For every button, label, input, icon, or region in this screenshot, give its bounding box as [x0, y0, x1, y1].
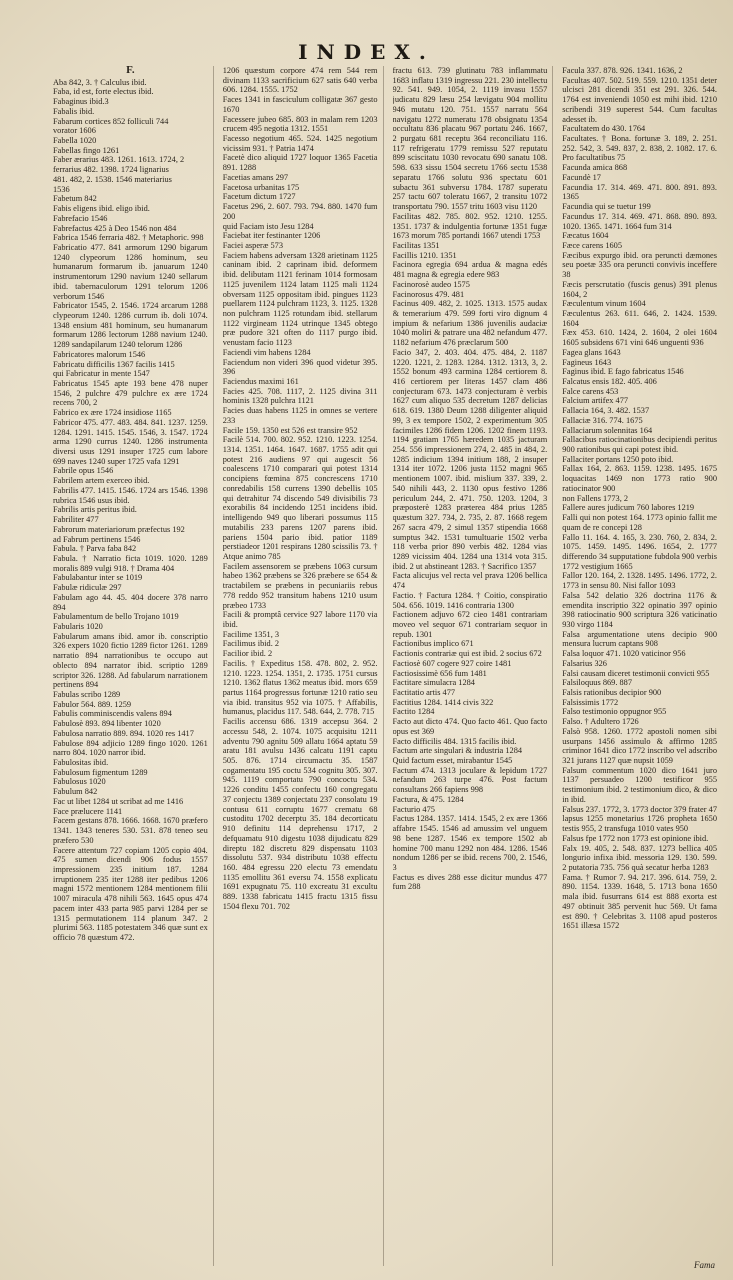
index-entry: Faciendum non videri 396 quod videtur 395. 396	[222, 357, 378, 377]
index-entry: Fallax 164, 2. 863. 1159. 1238. 1495. 1675 loquacitas 1469 non 1773 ratio 900 ratiocinator 900	[562, 464, 717, 493]
index-entry: Fallaciæ 316. 774. 1675	[562, 415, 643, 425]
index-entry: Fabulabantur inter se 1019	[53, 573, 143, 583]
index-entry: Fabulosum figmentum 1289	[53, 767, 148, 777]
index-entry: Fabrica 1546 ferraria 482. † Metaphoric. 998	[53, 233, 204, 243]
index-entry: 481. 482, 2. 1538. 1546 materiarius	[53, 174, 172, 184]
index-entry: Falso. † Adultero 1726	[562, 717, 639, 727]
index-entry: Fagea glans 1643	[562, 347, 621, 357]
index-entry: Fæculentus 263. 611. 646, 2. 1424. 1539. 1604	[562, 308, 717, 328]
index-entry: Fabarum cortices 852 folliculi 744	[53, 116, 169, 126]
index-entry: Falsi causam diceret testimonii convicti 955	[562, 668, 710, 678]
index-entry: Facere attentum 727 copiam 1205 copio 404. 475 sumen dicendi 906 fodus 1557 impressionem 235 initium 187. 1284 irruptionem 235 iter 1288 iter pedibus 1206 magni 1572 mentionem 1284 mentionem filii 1007 miracula 478 nihili 563. 1645 opus 474 pacem inter 433 parta 985 parvi 1284 per se 1315 permutationem 114 planum 347. 2 plurimi 563. 1185 potestatem 346 quæ sunt ex officio 78 quæstum 472.	[53, 845, 208, 942]
index-entry: Facessere jubeo 685. 803 in malam rem 1203 crucem 495 negotia 1312. 1551	[222, 114, 378, 134]
index-entry: Fabrilis artis peritus ibid.	[53, 505, 137, 515]
index-entry: Fabulose 894 adjicio 1289 fingo 1020. 1261 narro 804. 1020 narror ibid.	[53, 738, 208, 758]
index-entry: Fabricatus 1545 apte 193 bene 478 nuper 1546, 2 pulchre 479 pulchre ex ære 1724 recens 700, 2	[53, 379, 208, 408]
index-entry: Facetè dico aliquid 1727 loquor 1365 Facetia 891. 1288	[222, 153, 378, 173]
index-entry: Facetias amans 297	[222, 172, 289, 182]
index-entry: Factitatio artis 477	[392, 688, 456, 697]
section-letter: F.	[126, 66, 135, 76]
index-entry: Falso testimonio oppugnor 955	[562, 707, 667, 717]
index-entry: Fabellas fingo 1261	[53, 145, 120, 155]
index-entry: Facultatem do 430. 1764	[562, 124, 646, 134]
index-entry: Fabaginus ibid.3	[53, 97, 109, 107]
index-entry: Fallor 120. 164, 2. 1328. 1495. 1496. 1772, 2. 1773 in sensu 80. Nisi fallor 1093	[562, 571, 717, 591]
index-entry: Factum 474. 1313 jocularе & lepidum 1727 nefandum 263 turpe 476. Post factum consultans 266 fapiens 998	[392, 765, 548, 795]
index-entry: Facilis. † Expeditus 158. 478. 802, 2. 952. 1210. 1223. 1254. 1351, 2. 1735. 1751 cursus 1210. 1362 flatus 1362 meatus ibid. mors 659 partus 1164 progressus fortunæ 1210 ratio seu via ibid. transitus 952 via 1075. † Affabilis, humanus, placidus 117. 548. 644, 2. 778. 715	[222, 658, 378, 717]
index-entry: Facilem assensorem se præbens 1063 cursum habeo 1362 præbens se 326 præbere se 654 & tractabilem se præbens in pecuniariis rebus 778 reddo 952 transitum habens 1210 usum præbeo 1733	[222, 561, 378, 610]
index-entry: Factito 1284	[392, 707, 435, 717]
index-entry: Facundia 17. 314. 469. 471. 800. 891. 893. 1365	[562, 182, 717, 202]
index-entry: Fabricator 1545, 2. 1546. 1724 arcarum 1288 clypeorum 1240. 1286 currum ib. doli 1074. 1348 ensium 481 hominum, seu humanarum formarum 1286 lectorum 1288 navium 1240. 1289 sandapilarum 1240 telorum 1286	[53, 301, 208, 350]
index-entry: Facile 159. 1350 est 526 est transire 952	[222, 425, 358, 435]
index-entry: 1206 quæstum corpore 474 rem 544 rem divinam 1133 sacrificium 627 satis 640 verba 606. 1284. 1555. 1752	[222, 66, 378, 95]
index-entry: Factio. † Factura 1284. † Coitio, conspiratio 504. 656. 1019. 1416 contraria 1300	[392, 590, 548, 610]
index-entry: Faciem habens adversam 1328 arietinam 1125 caninam ibid. 2 caprinam ibid. deformem ibid. delibutam 1121 ferinam 1014 formosam 1125 juvenilem 1124 latam 1125 mali 1124 obversam 1125 oppositam ibid. pingues 1123 puellarem 1124 pulchram 1123, 3. 1125. 1328 non pulchram 1125 rotundam ibid. stellarum 1122 virgineam 1124 utrinque 1345 obtego præ pudore 321 often do 1117 purgo ibid. venustam facio 1123	[222, 250, 378, 348]
index-entry: Fabulum 842	[53, 787, 98, 797]
index-entry: Factiosè 607 cogere 927 coire 1481	[392, 658, 512, 668]
index-entry: Facesso negotium 465. 524. 1425 negotium vicissim 931. † Patria 1474	[222, 134, 378, 153]
index-entry: Facilitas 482. 785. 802. 952. 1210. 1255. 1351. 1737 & indulgentia fortunæ 1351 fugæ 1673 morum 785 portandi 1667 utendi 1753	[392, 211, 548, 241]
index-column-2	[223, 66, 384, 1266]
index-entry: Fabulosa narratio 889. 894. 1020 res 1417	[53, 728, 194, 738]
index-entry: Fæx 453. 610. 1424, 2. 1604, 2 olei 1604 1605 subsidens 671 vini 646 unguenti 936	[562, 328, 717, 348]
index-entry: Fabulæ ridiculæ 297	[53, 583, 122, 593]
index-columns	[53, 66, 717, 1266]
page-header-title: INDEX.	[298, 40, 435, 64]
index-entry: Falsa 542 delatio 326 doctrina 1176 & emendita inscriptio 322 opinatio 397 opinio 398 ratiocinatio 900 scriptura 326 vaticinatio 930 virgo 1184	[562, 590, 717, 629]
index-entry: Facilè 514. 700. 802. 952. 1210. 1223. 1254. 1314. 1351. 1464. 1647. 1687. 1755 adit qui potest 216 audiens 97 qui augescit 56 coalescens 1710 comparari qui potest 1314 concipiens fœmina 875 concrescens 1710 conredabilis 158 currens 1390 debellis 105 qui detrahitur 74 discendo 549 divisibilis 73 exorabilis 84 incidendo 1251 incidens ibid. intelligendo 949 quo liberari possumus 115 mutabilis 233 parens 1207 parens ibid. pariens 1504 pario ibid. patior 1189 perstiadeor 1201 respirans 1280 scissilis 73. † Atque animo 785	[222, 435, 378, 561]
index-entry: Faba, id est, forte electus ibid.	[53, 87, 154, 97]
index-entry: Factionem adjuvo 672 cieo 1481 contrariam moveo vel sequor 671 contrariam sequor in repub. 1301	[392, 610, 548, 639]
index-entry: 1536	[53, 184, 70, 194]
index-entry: Fabricatio 477. 841 armorum 1290 bigarum 1240 clypeorum 1286 hominum, seu humanarum formarum ib. januarum 1240 instrumentorum 1290 navium 1240 sellarum ibid. tabernaculorum 1291 telorum 1206 verborum 1546	[53, 242, 208, 301]
index-entry: Facultas 407. 502. 519. 559. 1210. 1351 deter ulcisci 281 dicendi 351 est 291. 326. 544. 1764 est inveniendi 1050 est mihi ibid. 1210 scribendi 319 superest 544. Cum facultas adesset ib.	[562, 75, 717, 124]
index-entry: Fabrilem artem exerceo ibid.	[53, 476, 150, 486]
index-entry: Facinus 409. 482, 2. 1025. 1313. 1575 audax & temerarium 479. 599 forti viro dignum 4 impium & nefarium 1386 juvenilis audaciæ 1040 moliri & patrare una 482 nefandum 477. 1182 nefarium 476 præclarum 500	[392, 299, 548, 348]
index-entry: Aba 842, 3. † Calculus ibid.	[53, 77, 147, 87]
index-entry: Fæculentum vinum 1604	[562, 299, 646, 309]
index-entry: Fallaciter portans 1250 poto ibid.	[562, 454, 674, 464]
index-entry: Fabularis 1020	[53, 621, 103, 631]
index-entry: Fabalis ibid.	[53, 106, 95, 116]
index-entry: Fallo 11. 164. 4. 165, 3. 230. 760, 2. 834, 2. 1075. 1459. 1495. 1496. 1654, 2. 1777 differendo 34 supputatione fubdola 900 verbis 1772 vestigium 1665	[562, 532, 717, 571]
index-entry: Fæcis perscrutatio (fuscis genus) 391 plenus 1604, 2	[562, 279, 717, 299]
index-entry: Facetosa urbanitas 175	[222, 182, 300, 192]
index-entry: Faciei asperæ 573	[222, 240, 283, 250]
index-entry: Falsa argumentatione utens decipio 900 mensura lucrum captans 908	[562, 629, 717, 649]
index-entry: Facinorosè audeo 1575	[392, 279, 470, 289]
index-entry: Fabrile opus 1546	[53, 466, 114, 476]
index-entry: Faciendus maximi 161	[222, 377, 299, 386]
index-entry: Fæce carens 1605	[562, 240, 623, 250]
index-entry: Fallaciarum solennitas 164	[562, 425, 653, 435]
index-entry: Facetus 296, 2. 607. 793. 794. 880. 1470 fum 200	[222, 202, 378, 221]
index-entry: Facies 425. 708. 1117, 2. 1125 divina 311 hominis 1328 pulchra 1121	[222, 386, 378, 406]
index-entry: Faces 1341 in fasciculum colligatæ 367 gesto 1670	[222, 95, 378, 114]
index-entry: Fallacibus ratiocinationibus decipiendi peritus 900 rationibus qui capi potest ibid.	[562, 435, 717, 455]
index-entry: Falsa loquor 471. 1020 vaticinor 956	[562, 649, 686, 659]
index-entry: Facilis accensu 686. 1319 accepsu 364. 2 accessu 548, 2. 1074. 1075 acquisitu 1211 adventu 790 agnitu 509 allatu 1664 aptatu 59 aratu 181 avulsu 1436 calcatu 1191 captu 505. 876. 1714 circumactu 35. 1587 cogamentatu 195 coctu 534 cognitu 305. 307. 945. 1119 comportatu 790 concoctu 534. 1226 conditu 1455 confectu 160 congregatu 37 conjectu 1389 conjectatu 237 consolatu 19 contusu 611 corruptu 1677 crematu 68 custoditu 1702 decerptu 35. 184 decorticatu 910 definitu 114 deprehensu 1717, 2 defquamatu 910 digestu 1038 dijudicatu 829 direptu 182 discretu 829 dispensatu 1103 dissolutu 537. 934 distributu 1038 effectu 160. 484 egressu 220 electu 73 emendatu 1135 emollitu 361 eversu 74. 1558 explicatu 1691 expugnatu 75. 110 excreatu 31 excultu 889. 1338 fabricatu 1415 fractu 1315 fissu 1504 flexu 701. 702	[222, 717, 378, 911]
index-entry: Facinorosus 479. 481	[392, 289, 465, 299]
index-entry: Falsum commentum 1020 dico 1641 juro 1137 persuadeo 1200 testificor 955 testimonium ibid. 2 testimonium dico, & dico in ibid.	[562, 765, 717, 804]
index-entry: non Fallens 1773, 2	[562, 493, 629, 503]
index-entry: Fabricor 475. 477. 483. 484. 841. 1237. 1259. 1284. 1291. 1415. 1545. 1546, 3. 1547. 1724 arma 1290 currus 1240. 1286 instrumenta diversi usus 1291 insuper 1725 cum labore 699 naves 1240 super 1725 vafa 1291	[53, 417, 208, 466]
index-entry: Fabulor 564. 889. 1259	[53, 699, 132, 709]
index-entry: Falsis rationibus decipior 900	[562, 688, 662, 697]
index-entry: Fabricatores malorum 1546	[53, 349, 146, 359]
index-entry: Fallacia 164, 3. 482. 1537	[562, 406, 650, 416]
index-entry: Facilimus ibid. 2	[222, 639, 280, 649]
index-entry: Fæcatus 1604	[562, 231, 609, 241]
index-entry: Falcium artifex 477	[562, 396, 629, 406]
index-entry: fractu 613. 739 glutinatu 783 inflammatu 1683 inflatu 1319 ingressu 221. 230 intellectu 92. 541. 949. 1054, 2. 1119 invasu 1557 judicatu 829 læsu 254 lævigatu 904 mollitu 946 mutatu 120. 751. 1557 narratu 564 navigatu 1272 numeratu 178 obsignatu 1354 occultatu 836 placatu 967 portatu 246. 1667, 2 purgatu 681 receptu 364 reconciliatu 116. 117 refrigeratu 1779 remissu 527 reputatu 899 sciscitatu 1030 revocatu 690 sanatu 108. 598. 633 sissu 1504 secretu 1766 sectu 1538 separatu 1766 solutu 936 spectatu 601 subactu 361 subversu 1784. 1787 superatu 257 tactu 607 toleratu 1667, 2 transitu 1072 transportatu 790. 1557 tritu 1603 visu 1120	[392, 66, 548, 212]
index-entry: Fabularum amans ibid. amor ib. conscriptio 326 expers 1020 fictio 1289 fictor 1261. 1289 narratio 894 narrationibus te occupo aut oblecto 894 narrator ibid. scriptio 1289 scriptor 326. 1288. Ad fabularum narrationem pertinens 894	[53, 631, 208, 690]
index-column-4	[562, 66, 717, 1266]
index-entry: Faginus ibid. E fago fabricatus 1546	[562, 367, 684, 377]
index-entry: Facunda amica 868	[562, 163, 628, 173]
index-entry: ferrarius 482. 1398. 1724 lignarius	[53, 165, 169, 175]
index-entry: Faber ærarius 483. 1261. 1613. 1724, 2	[53, 155, 185, 165]
index-entry: Falsò 958. 1260. 1772 apostoli nomen sibi usurpans 1456 assimulo & affirmo 1285 criminor 1641 dico 1772 inscribo vel adscribo 321 jurans 1127 quæ nupsit 1059	[562, 726, 717, 766]
index-entry: Factum arte singulari & industria 1284	[392, 746, 523, 756]
index-entry: Facilitas 1351	[392, 240, 440, 250]
index-entry: Fabulosus 1020	[53, 777, 106, 787]
index-entry: Facetum dictum 1727	[222, 192, 296, 202]
index-entry: Fabrorum materiariorum præfectus 192	[53, 524, 185, 534]
index-entry: Fabrefacio 1546	[53, 213, 108, 223]
index-entry: Falsus 237. 1772, 3. 1773 doctor 379 frater 47 lapsus 1255 monetarius 1726 propheta 1650 testis 955, 2 transfuga 1010 vates 950	[562, 804, 717, 834]
index-entry: Factiosissimè 656 fum 1481	[392, 668, 487, 678]
index-entry: Falx 19. 405, 2. 548. 837. 1273 bellica 405 longurio infixa ibid. messoria 129. 130. 599. 2 putatoria 735. 756 quà secatur herba 1283	[562, 843, 717, 872]
index-entry: Fabis eligens ibid. eligo ibid.	[53, 204, 150, 214]
index-entry: Facundus 17. 314. 469. 471. 868. 890. 893. 1020. 1365. 1471. 1664 fum 314	[562, 211, 717, 231]
catchword: Fama	[694, 1260, 715, 1270]
index-entry: Facilior ibid. 2	[222, 649, 273, 659]
index-entry: Factus es dives 288 esse dicitur mundus 477 fum 288	[392, 872, 548, 892]
index-entry: Factitius 1284. 1414 civis 322	[392, 697, 494, 707]
index-entry: Fabula. † Narratio ficta 1019. 1020. 1289 moralis 889 vulgi 918. † Drama 404	[53, 553, 208, 573]
index-entry: Facilime 1351, 3	[222, 629, 280, 639]
index-entry: Facies duas habens 1125 in omnes se vertere 233	[222, 406, 378, 425]
index-entry: Falsiloquus 869. 887	[562, 678, 633, 688]
index-entry: Facto aut dicto 474. Quo facto 461. Quo facto opus est 369	[392, 717, 548, 736]
index-entry: Facta alicujus vel recta vel prava 1206 bellica 474	[392, 571, 548, 591]
index-entry: Fabrefactus 425 à Deo 1546 non 484	[53, 223, 177, 233]
index-entry: Fabulam ago 44. 45. 404 docere 378 narro 894	[53, 592, 208, 612]
index-entry: Facto difficilis 484. 1315 facilis ibid.	[392, 736, 517, 746]
index-entry: Falli qui non potest 164. 1773 opinio fallit me quam de re concepi 128	[562, 513, 717, 532]
index-entry: Fabulositas ibid.	[53, 758, 109, 768]
index-entry: Facinora egregia 694 ardua & magna edés 481 magna & egregia edere 983	[392, 260, 548, 280]
index-entry: Factitare simulacra 1284	[392, 678, 475, 688]
index-entry: Fabulamentum de bello Trojano 1019	[53, 612, 179, 622]
index-entry: Facem gestans 878. 1666. 1668. 1670 præfero 1341. 1343 teneres 530. 531. 878 teneo seu præfero 530	[53, 816, 208, 845]
index-entry: Fabriliter 477	[53, 515, 99, 525]
index-entry: Factus 1284. 1357. 1414. 1545, 2 ex ære 1366 affabre 1545. 1546 ad amussim vel unguem 98 bene 1287. 1546 ex tempore 1502 ab homine 700 manu 1292 non 484. 1286. 1546 nondum 1286 per se ibid. recens 700, 2. 1546, 3	[392, 814, 548, 872]
index-entry: Fabella 1020	[53, 136, 97, 146]
index-column-3	[393, 66, 554, 1266]
index-entry: Fabrilis 477. 1415. 1546. 1724 ars 1546. 1398 rubrica 1546 usus ibid.	[53, 485, 208, 505]
index-entry: Falcatus ensis 182. 405. 406	[562, 377, 657, 386]
index-entry: Faciendi vim habens 1284	[222, 347, 311, 357]
index-entry: Fabulis comminiscendis valens 894	[53, 709, 172, 719]
index-entry: Facturio 475	[392, 804, 435, 814]
index-entry: Fabulosè 893. 894 libenter 1020	[53, 719, 161, 729]
index-entry: Factura, & 475. 1284	[392, 794, 464, 804]
index-entry: Falsarius 326	[562, 658, 607, 668]
index-entry: Fabrico ex ære 1724 insidiose 1165	[53, 408, 172, 418]
index-entry: Falce carens 453	[562, 386, 619, 396]
index-entry: Face prælucere 1141	[53, 806, 123, 816]
index-entry: Fæcibus expurgo ibid. ora peruncti dæmones seu poetæ 335 ora peruncti convivis inceffere 38	[562, 250, 717, 280]
index-entry: Factionibus implico 671	[392, 639, 474, 649]
index-entry: Facio 347, 2. 403. 404. 475. 484, 2. 1187 1220. 1221, 2. 1283. 1284. 1312. 1313, 3, 2. 1552 bonum 493 carmina 1284 certiorem 8. 416 certiorem per literas 1457 clam 486 conjecturam 673. 1473 conjecturam è verbis 1627 cum aliquo 535 decretum 1287 delicias 618. 619. 1380 Deum 1288 diligenter aliquid 99, 3 ex tempore 1502, 2 experimentum 305 facimiles 1286 fidem 1206. 1202 finem 1193. 1194 gratiam 1765 hæredem 1035 jacturam 254. 556 impressionem 274, 2. 485 in 484, 2. 1285 indicium 1394 initium 188, 2 insuper 1314 iter 1072. 1206 justa 1152 magni 965 mentionem 1007. ibid. mislium 337. 339, 2. 540 nihili 443, 2. 1130 opus festivo 1286 periculum 244, 2. 471. 750. 1203. 1204, 3 præposterè 1283 præterea 484 prius 1285 quæstum 327. 734, 2. 735, 2. 87. 1668 regem 267 sacra 479, 2 simul 1357 stipendia 1668 sumptus 342. 1531 tumultuarie 1502 verba 118 verba prior 890 verbis 482. 1284 vias 1289 vicissim 404. 1284 una 1314 vota 315. ibid. 2 ut abstineant 1283. † Sacrifico 1357	[392, 347, 548, 571]
index-entry: Fabricatu difficilis 1367 facilis 1415	[53, 359, 175, 369]
index-entry: Facillis 1210. 1351	[392, 250, 457, 260]
index-entry: Facundia qui se tuetur 199	[562, 202, 651, 212]
index-entry: Falsissimis 1772	[562, 697, 619, 707]
index-entry: Factionis contrariæ qui est ibid. 2 socius 672	[392, 649, 542, 659]
index-entry: Fabetum 842	[53, 194, 97, 204]
index-entry: Faciebat iter festinanter 1206	[222, 231, 321, 241]
index-entry: Fagineus 1643	[562, 357, 612, 367]
index-entry: Fabula. † Parva faba 842	[53, 544, 137, 554]
index-entry: Fabulas scribo 1289	[53, 690, 121, 699]
index-entry: vorator 1606	[53, 126, 96, 136]
index-entry: ad Fabrum pertinens 1546	[53, 534, 141, 544]
index-entry: qui Fabricatur in mente 1547	[53, 369, 150, 379]
index-entry: Quid factum esset, mirabantur 1545	[392, 756, 513, 766]
index-column-1	[53, 66, 214, 1266]
index-entry: Falsus fpe 1772 non 1773 est opinione ibid.	[562, 833, 709, 843]
index-entry: Facundè 17	[562, 172, 601, 182]
index-entry: quid Faciam isto Jesu 1284	[222, 221, 314, 231]
index-entry: Fac ut libet 1284 ut scribat ad me 1416	[53, 796, 184, 806]
index-entry: Facili & promptâ cervice 927 labore 1170 via ibid.	[222, 610, 378, 629]
index-entry: Facultates. † Bona. fortunæ 3. 189, 2. 251. 252. 542, 3. 549. 837, 2. 838, 2. 1082. 17. 6. Pro facultatibus 75	[562, 134, 717, 163]
index-entry: Fallere aures judicum 760 labores 1219	[562, 503, 695, 513]
index-entry: Fama. † Rumor 7. 94. 217. 396. 614. 759, 2. 890. 1154. 1339. 1648, 5. 1713 bona 1650 mala ibid. fusurrans 614 est 888 exorta est 497 obtinuit 385 pervenit huc 569. Ut fama est 890. † Celebritas 3. 1108 apud posteros 1651 illæsa 1572	[562, 872, 717, 931]
index-entry: Facula 337. 878. 926. 1341. 1636, 2	[562, 66, 683, 75]
